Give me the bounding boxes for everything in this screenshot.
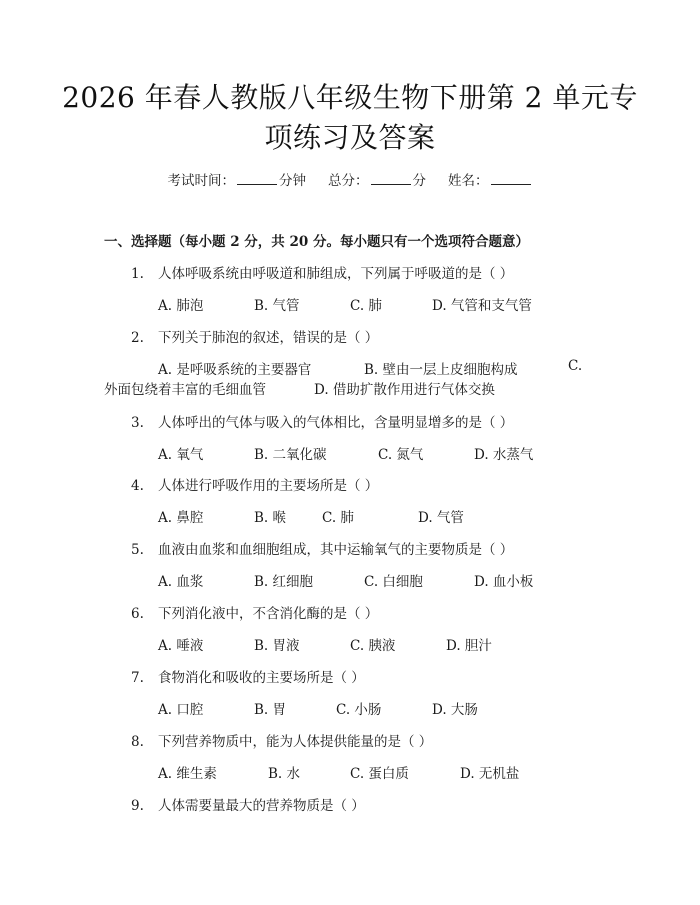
question-number: 7.	[131, 670, 144, 686]
exam-time	[168, 169, 307, 189]
option-a: A. 氧气	[158, 447, 204, 463]
option-b: B. 水	[268, 766, 301, 782]
question-number: 1.	[131, 266, 144, 282]
document-title-line-2: 项练习及答案	[264, 121, 436, 154]
option-a: A. 唾液	[158, 638, 204, 654]
option-c: C. 小肠	[336, 702, 382, 718]
option-d: D. 气管和支气管	[432, 298, 532, 314]
option-c: C.	[568, 358, 583, 374]
score-label: 总分：	[328, 173, 369, 189]
question-number: 4.	[131, 478, 144, 494]
question-9	[131, 794, 365, 814]
option-a: A. 维生素	[158, 766, 217, 782]
question-text: 人体需要量最大的营养物质是（ ）	[158, 798, 365, 814]
question-number: 6.	[131, 606, 144, 622]
question-text: 人体进行呼吸作用的主要场所是（ ）	[158, 478, 379, 494]
option-c: C. 胰液	[350, 638, 396, 654]
option-b: B. 壁由一层上皮细胞构成	[364, 362, 518, 378]
question-number: 8.	[131, 734, 144, 750]
option-d: D. 气管	[418, 510, 464, 526]
question-text: 下列消化液中，不含消化酶的是（ ）	[158, 606, 379, 622]
name-label: 姓名：	[448, 173, 489, 189]
option-c-text: 外面包绕着丰富的毛细血管	[104, 382, 266, 398]
option-b: B. 胃	[254, 702, 287, 718]
option-b: B. 二氧化碳	[254, 447, 327, 463]
option-d: D. 水蒸气	[474, 447, 534, 463]
question-text: 下列关于肺泡的叙述，错误的是（ ）	[158, 330, 379, 346]
document-title-line-1: 2026 年春人教版八年级生物下册第 2 单元专	[62, 81, 638, 114]
exam-meta	[0, 169, 700, 189]
option-b: B. 气管	[254, 298, 300, 314]
total-score	[328, 169, 426, 189]
option-a: A. 口腔	[158, 702, 204, 718]
option-c: C. 白细胞	[364, 574, 423, 590]
score-unit: 分	[412, 173, 426, 189]
question-text: 食物消化和吸收的主要场所是（ ）	[158, 670, 365, 686]
question-7	[131, 666, 365, 686]
question-2	[131, 326, 378, 346]
student-name	[448, 169, 533, 189]
option-c: C. 肺	[322, 510, 354, 526]
score-blank	[371, 172, 411, 185]
question-text: 人体呼吸系统由呼吸道和肺组成，下列属于呼吸道的是（ ）	[158, 266, 514, 282]
option-b: B. 胃液	[254, 638, 300, 654]
question-3	[131, 411, 513, 431]
question-8	[131, 730, 432, 750]
question-number: 5.	[131, 542, 144, 558]
option-d: D. 血小板	[474, 574, 534, 590]
time-label: 考试时间：	[167, 173, 235, 189]
question-number: 9.	[131, 798, 144, 814]
question-text: 下列营养物质中，能为人体提供能量的是（ ）	[158, 734, 433, 750]
option-b: B. 红细胞	[254, 574, 314, 590]
option-a: A. 肺泡	[158, 298, 204, 314]
question-text: 人体呼出的气体与吸入的气体相比，含量明显增多的是（ ）	[158, 415, 514, 431]
option-d: D. 胆汁	[446, 638, 492, 654]
option-d: D. 大肠	[432, 702, 478, 718]
option-a: A. 鼻腔	[158, 510, 204, 526]
question-6	[131, 602, 378, 622]
question-5	[131, 538, 513, 558]
option-c: C. 肺	[350, 298, 382, 314]
question-number: 2.	[131, 330, 144, 346]
question-4	[131, 474, 378, 494]
question-text: 血液由血浆和血细胞组成，其中运输氧气的主要物质是（ ）	[158, 542, 514, 558]
question-number: 3.	[131, 415, 144, 431]
option-a: A. 是呼吸系统的主要器官	[158, 362, 312, 378]
option-c: C. 蛋白质	[350, 766, 409, 782]
option-a: A. 血浆	[158, 574, 204, 590]
option-c: C. 氮气	[378, 447, 424, 463]
option-d: D. 无机盐	[460, 766, 520, 782]
option-d: D. 借助扩散作用进行气体交换	[314, 382, 495, 398]
time-unit: 分钟	[279, 173, 306, 189]
question-1	[131, 262, 513, 282]
time-blank	[237, 172, 277, 185]
name-blank	[491, 172, 531, 185]
option-b: B. 喉	[254, 510, 287, 526]
section-heading: 一、选择题（每小题 2 分，共 20 分。每小题只有一个选项符合题意）	[104, 234, 529, 250]
